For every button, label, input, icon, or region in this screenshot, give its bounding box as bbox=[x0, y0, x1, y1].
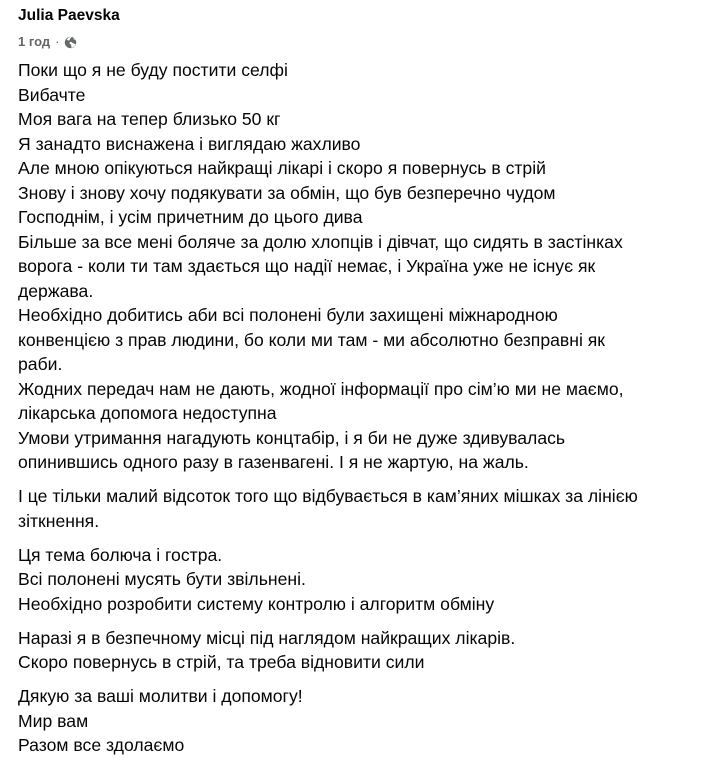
post-paragraph bbox=[18, 626, 685, 675]
post-text-line: зіткнення. bbox=[18, 510, 100, 531]
post-text-line: І це тільки малий відсоток того що відбувається в кам’яних мішках за лінією bbox=[18, 486, 638, 506]
post-text-line: Жодних передач нам не дають, жодної інформації про сім’ю ми не маємо, bbox=[18, 378, 624, 399]
post-text-line: Більше за все мені боляче за долю хлопців і дівчат, що сидять в застінках bbox=[18, 231, 623, 252]
post-text-line: Знову і знову хочу подякувати за обмін, що був безперечно чудом bbox=[18, 182, 556, 203]
post-meta bbox=[18, 34, 685, 50]
post-text-line: Необхідно добитись аби всі полонені були захищені міжнародною bbox=[18, 305, 558, 325]
post-text-line: Ця тема болюча і гостра. bbox=[18, 544, 223, 565]
post-text-line: Скоро повернусь в стрій, та треба відновити сили bbox=[18, 652, 425, 672]
post-timestamp-link[interactable]: 1 год bbox=[18, 34, 51, 49]
post-text-line: Дякую за ваші молитви і допомогу! bbox=[18, 686, 303, 706]
post-header bbox=[18, 0, 685, 58]
post-text-line: Разом все здолаємо bbox=[18, 735, 185, 755]
post-paragraph bbox=[18, 684, 685, 758]
post-text-line: Моя вага на тепер близько 50 кг bbox=[18, 109, 281, 129]
globe-icon[interactable] bbox=[64, 36, 77, 49]
post-text-line: лікарська допомога недоступна bbox=[18, 403, 277, 423]
post-text-line: раби. bbox=[18, 354, 63, 374]
post-text-line: Необхідно розробити систему контролю і алгоритм обміну bbox=[18, 593, 495, 614]
post-text-line: Мир вам bbox=[18, 710, 89, 731]
post-text-line: Господнім, і усім причетним до цього дива bbox=[18, 207, 363, 227]
post-text-line: Наразі я в безпечному місці під наглядом найкращих лікарів. bbox=[18, 627, 516, 648]
post-text-line: Вибачте bbox=[18, 84, 86, 105]
post-text-line: Поки що я не буду постити селфі bbox=[18, 60, 288, 80]
post-text-line: Але мною опікуються найкращі лікарі і скоро я повернусь в стрій bbox=[18, 158, 546, 178]
post-paragraph bbox=[18, 58, 685, 475]
post-text-line: Умови утримання нагадують концтабір, і я би не дуже здивувалась bbox=[18, 427, 566, 448]
meta-separator: · bbox=[55, 34, 60, 49]
post-text-line: конвенцією з прав людини, бо коли ми там - ми абсолютно безправні як bbox=[18, 329, 605, 350]
post-paragraph bbox=[18, 484, 685, 533]
author-name-link[interactable]: Julia Paevska bbox=[18, 7, 120, 24]
post-paragraph bbox=[18, 543, 685, 617]
post-text-line: держава. bbox=[18, 280, 94, 301]
post-text-line: Всі полонені мусять бути звільнені. bbox=[18, 569, 306, 589]
post-text bbox=[18, 58, 685, 758]
post-text-line: ворога - коли ти там здається що надії немає, і Україна уже не існує як bbox=[18, 256, 596, 276]
post-text-line: опинившись одного разу в газенвагені. І я не жартую, на жаль. bbox=[18, 452, 529, 472]
post-text-line: Я занадто виснажена і виглядаю жахливо bbox=[18, 133, 361, 154]
